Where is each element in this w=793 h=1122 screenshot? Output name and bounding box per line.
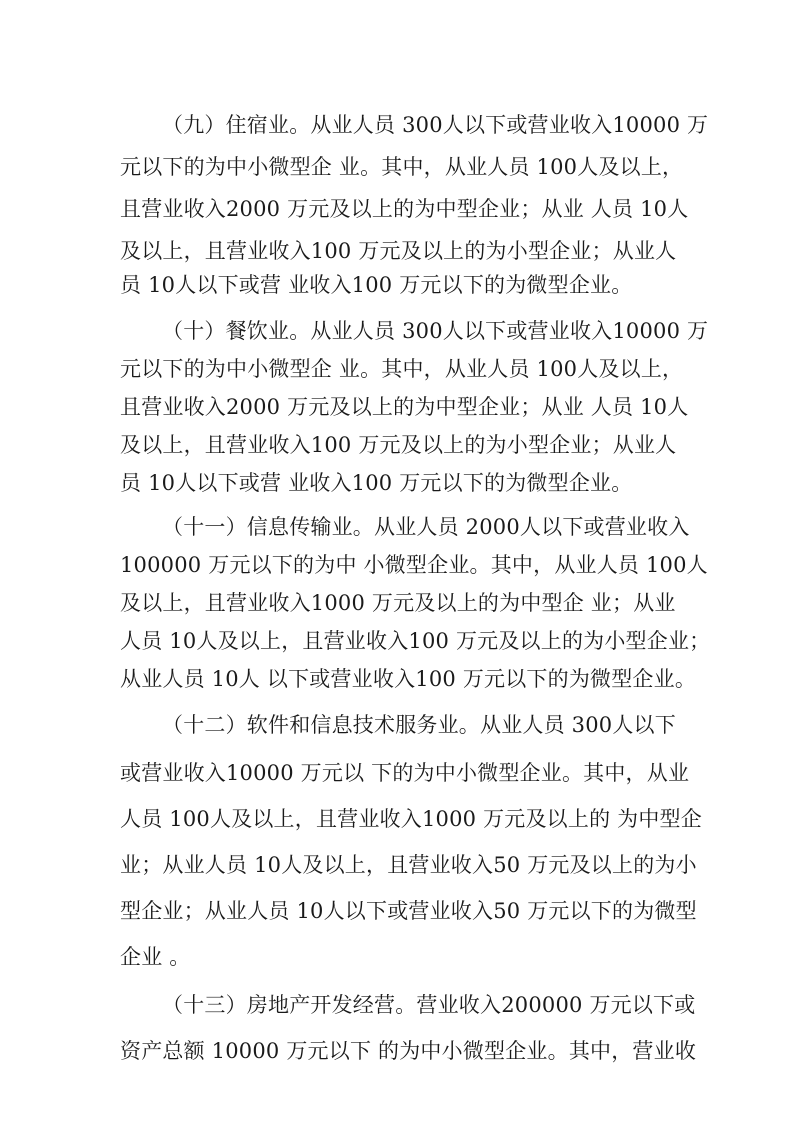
paragraph-12-line-5: 型企业；从业人员 10人以下或营业收入50 万元以下的为微型 [120,899,697,923]
paragraph-9-line-3: 且营业收入2000 万元及以上的为中型企业；从业 人员 10人 [120,197,689,221]
paragraph-13-line-1: （十三）房地产开发经营。营业收入200000 万元以下或 [162,993,696,1017]
paragraph-12-line-3: 人员 100人及以上，且营业收入1000 万元及以上的 为中型企 [120,807,702,831]
paragraph-11-line-2: 100000 万元以下的为中 小微型企业。其中，从业人员 100人 [120,553,708,577]
paragraph-12-line-4: 业；从业人员 10人及以上，且营业收入50 万元及以上的为小 [120,853,697,877]
paragraph-10-line-1: （十）餐饮业。从业人员 300人以下或营业收入10000 万 [162,319,709,343]
paragraph-9-line-5: 员 10人以下或营 业收入100 万元以下的为微型企业。 [120,273,633,297]
paragraph-11-line-1: （十一）信息传输业。从业人员 2000人以下或营业收入 [162,515,690,539]
paragraph-11-line-5: 从业人员 10人 以下或营业收入100 万元以下的为微型企业。 [120,667,697,691]
paragraph-13-line-2: 资产总额 10000 万元以下 的为中小微型企业。其中，营业收 [120,1039,697,1063]
paragraph-12-line-1: （十二）软件和信息技术服务业。从业人员 300人以下 [162,713,676,737]
paragraph-10-line-4: 及以上，且营业收入100 万元及以上的为小型企业；从业人 [120,433,677,457]
paragraph-10-line-2: 元以下的为中小微型企 业。其中，从业人员 100人及以上， [120,357,684,381]
paragraph-11-line-3: 及以上，且营业收入1000 万元及以上的为中型企 业；从业 [120,591,676,615]
paragraph-9-line-2: 元以下的为中小微型企 业。其中，从业人员 100人及以上， [120,155,684,179]
paragraph-10-line-5: 员 10人以下或营 业收入100 万元以下的为微型企业。 [120,471,633,495]
paragraph-11-line-4: 人员 10人及以上，且营业收入100 万元及以上的为小型企业； [120,629,711,653]
paragraph-10-line-3: 且营业收入2000 万元及以上的为中型企业；从业 人员 10人 [120,395,689,419]
paragraph-12-line-6: 企业 。 [120,945,191,969]
paragraph-9-line-4: 及以上，且营业收入100 万元及以上的为小型企业；从业人 [120,239,677,263]
paragraph-9-line-1: （九）住宿业。从业人员 300人以下或营业收入10000 万 [162,113,709,137]
paragraph-12-line-2: 或营业收入10000 万元以 下的为中小微型企业。其中，从业 [120,761,690,785]
